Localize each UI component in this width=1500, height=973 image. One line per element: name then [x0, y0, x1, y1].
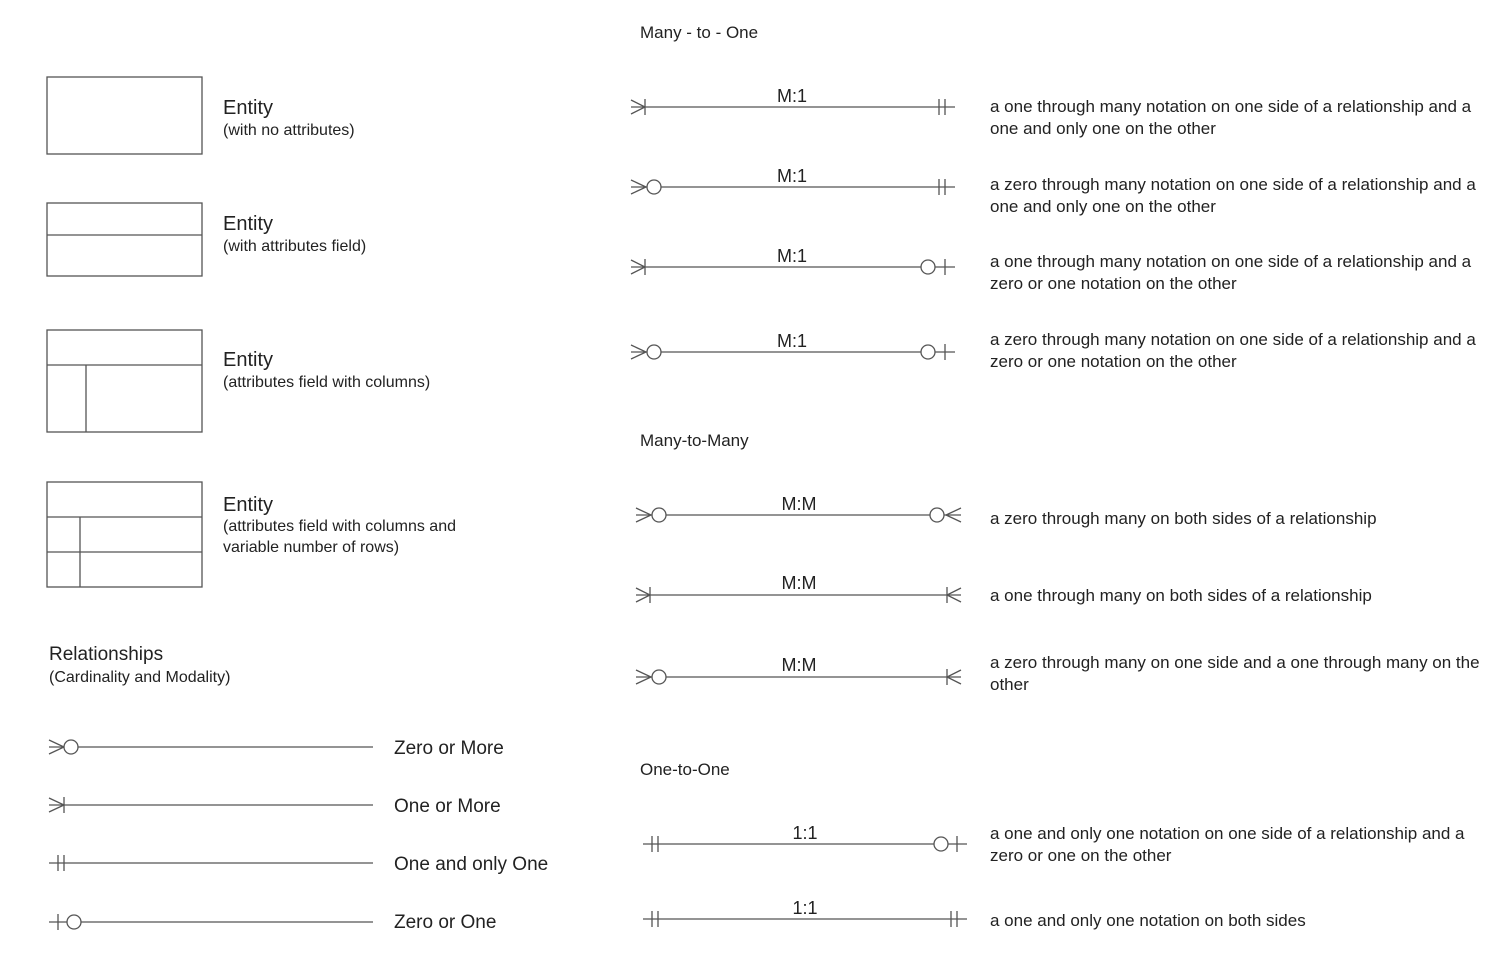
relationship-description: a one through many notation on one side of a relationship and a zero or one notation on the other [990, 252, 1472, 293]
legend-zero-or-more-line [49, 740, 373, 754]
entity-title: Entity [223, 97, 274, 119]
entity-shape-plain [47, 77, 202, 154]
relationship-description: a one through many notation on one side of a relationship and a one and only one on the other [990, 97, 1472, 138]
relationship-description: a zero through many on one side and a one through many on the other [990, 653, 1480, 694]
ratio-label: M:1 [776, 331, 807, 351]
relationships-subtitle: (Cardinality and Modality) [49, 669, 231, 686]
ratio-label: M:M [781, 573, 817, 593]
relationship-description: a one and only one notation on both sides [990, 911, 1306, 930]
relationship-description: a zero through many on both sides of a relationship [990, 509, 1377, 528]
relationship-description: a one and only one notation on one side of a relationship and a zero or one on the other [990, 824, 1465, 865]
entity-shape-columns [47, 330, 202, 432]
legend-label: One and only One [394, 854, 549, 875]
entity-title: Entity [223, 494, 274, 516]
entity-title: Entity [223, 213, 274, 235]
legend-label: Zero or One [394, 912, 497, 933]
relationship-description: a one through many on both sides of a relationship [990, 586, 1372, 605]
relationships-title: Relationships [49, 644, 164, 665]
ratio-label: 1:1 [792, 898, 818, 918]
legend-zero-or-one-line [49, 914, 373, 930]
entity-shape-attributes [47, 203, 202, 276]
entity-subtitle: (with no attributes) [223, 122, 355, 139]
ratio-label: M:M [781, 494, 817, 514]
legend-one-or-more-line [49, 797, 373, 813]
ratio-label: M:M [781, 655, 817, 675]
entity-title: Entity [223, 349, 274, 371]
ratio-label: M:1 [776, 166, 807, 186]
relationship-description: a zero through many notation on one side of a relationship and a one and only one on the other [990, 175, 1476, 216]
entity-subtitle: (with attributes field) [223, 238, 367, 255]
legend-label: Zero or More [394, 738, 504, 759]
section-title-many-to-one: Many - to - One [640, 23, 759, 42]
legend-label: One or More [394, 796, 501, 817]
entity-subtitle: (attributes field with columns) [223, 374, 431, 391]
entity-shape-columns-rows [47, 482, 202, 587]
ratio-label: M:1 [776, 86, 807, 106]
section-title-one-to-one: One-to-One [640, 760, 730, 779]
entity-subtitle: (attributes field with columns and variable number of rows) [223, 518, 456, 556]
ratio-label: 1:1 [792, 823, 818, 843]
section-title-many-to-many: Many-to-Many [640, 431, 749, 450]
relationship-description: a zero through many notation on one side of a relationship and a zero or one notation on the other [990, 330, 1476, 371]
ratio-label: M:1 [776, 246, 807, 266]
legend-one-and-only-one-line [49, 855, 373, 871]
